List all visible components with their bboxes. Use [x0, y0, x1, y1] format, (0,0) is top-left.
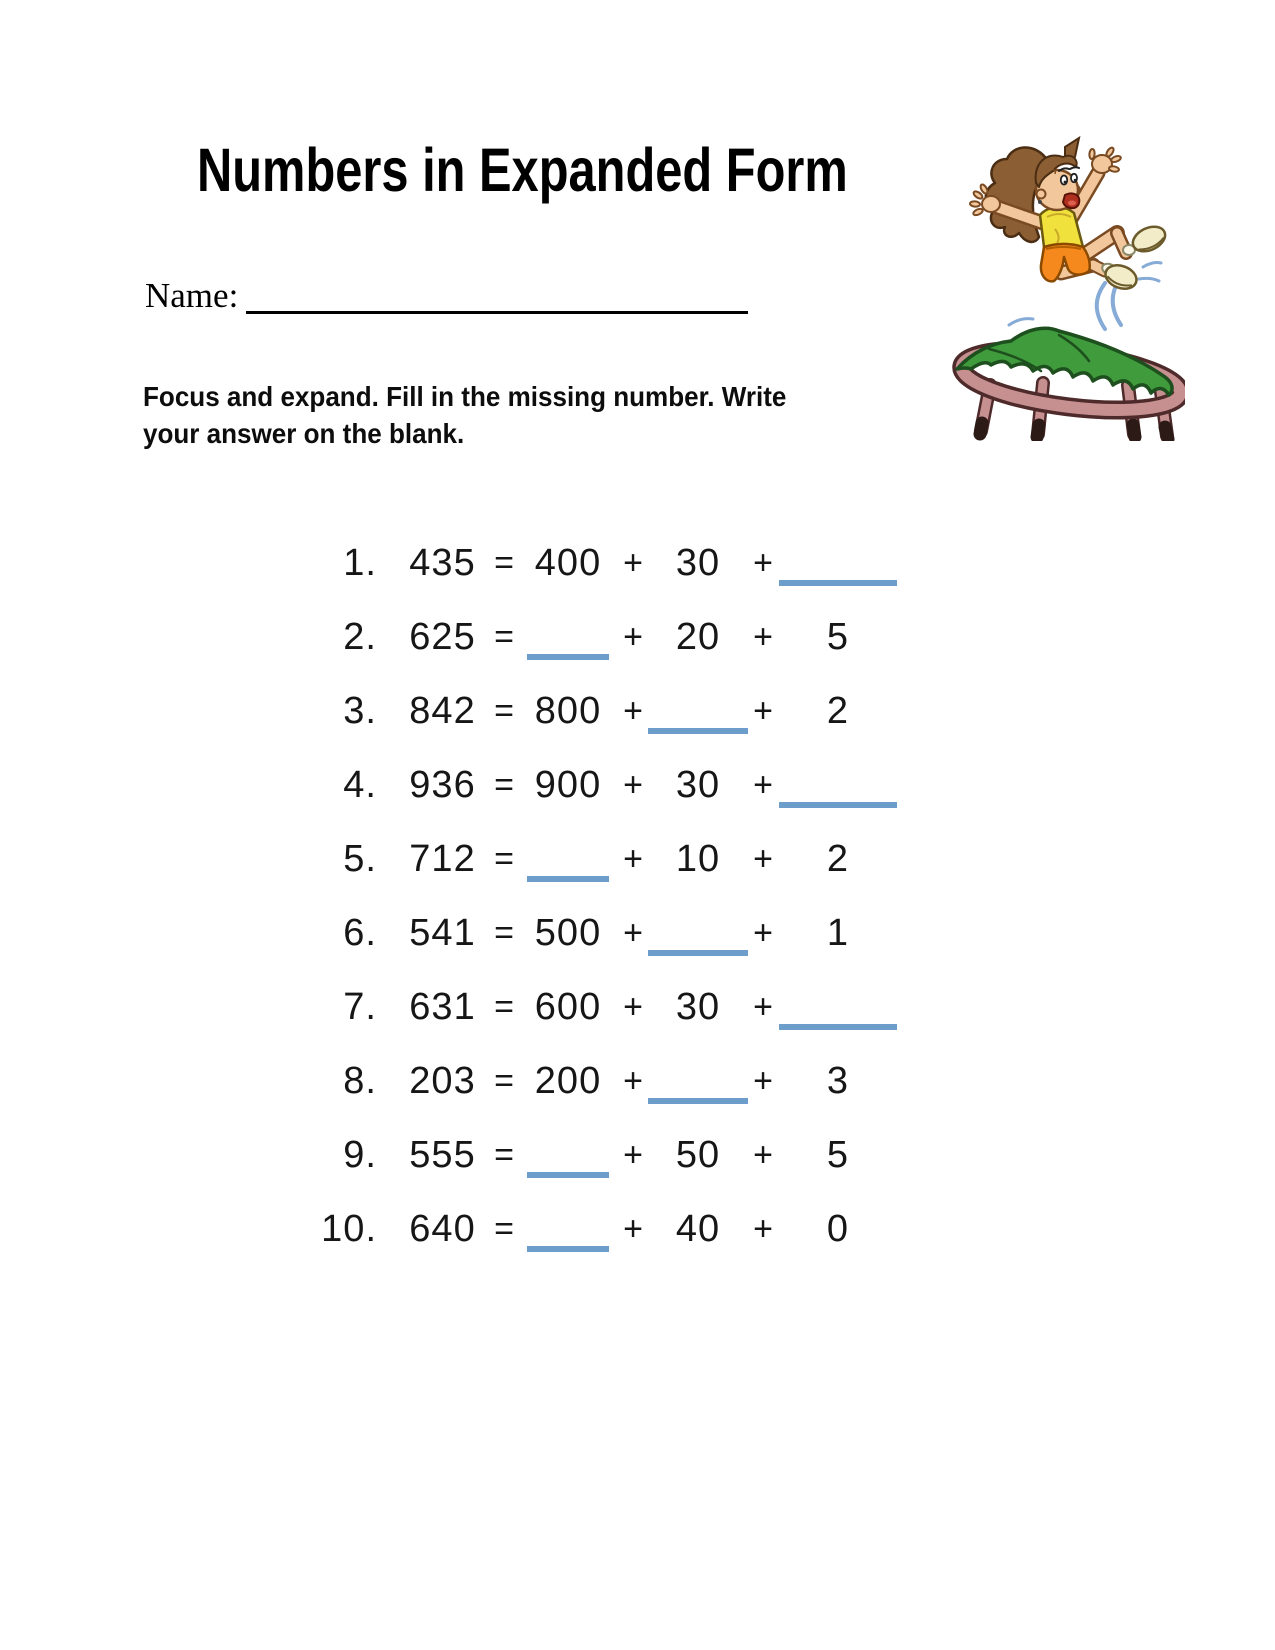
equals-sign: = [494, 987, 514, 1026]
problem-value: 203 [409, 1059, 476, 1102]
plus-sign: + [623, 617, 643, 656]
problem-number: 2. [343, 615, 377, 658]
plus-sign: + [753, 765, 773, 804]
problem-row [305, 822, 1025, 896]
equals-sign: = [494, 543, 514, 582]
name-blank-line[interactable] [246, 277, 748, 314]
plus-sign: + [623, 987, 643, 1026]
term-tens [648, 1044, 748, 1118]
term-ones: 5 [826, 615, 850, 658]
plus-sign: + [623, 1209, 643, 1248]
problem-value: 712 [409, 837, 476, 880]
problem-row [305, 970, 1025, 1044]
plus-sign: + [623, 691, 643, 730]
term-ones [778, 970, 898, 1044]
term-tens [648, 896, 748, 970]
plus-sign: + [623, 765, 643, 804]
term-hundreds: 400 [534, 541, 602, 584]
trampoline [957, 328, 1183, 439]
answer-blank[interactable] [527, 1246, 609, 1252]
problem-value: 936 [409, 763, 476, 806]
problem-value: 631 [409, 985, 476, 1028]
problem-number: 3. [343, 689, 377, 732]
term-hundreds: 900 [534, 763, 602, 806]
problem-value: 640 [409, 1207, 476, 1250]
term-tens: 30 [675, 763, 721, 806]
term-ones: 2 [826, 689, 850, 732]
problem-value: 625 [409, 615, 476, 658]
problem-value: 842 [409, 689, 476, 732]
problem-value: 541 [409, 911, 476, 954]
problem-value: 435 [409, 541, 476, 584]
answer-blank[interactable] [779, 802, 897, 808]
answer-blank[interactable] [779, 1024, 897, 1030]
term-hundreds [518, 1192, 618, 1266]
name-section [145, 276, 748, 316]
term-hundreds: 500 [534, 911, 602, 954]
plus-sign: + [753, 1061, 773, 1100]
term-ones: 2 [826, 837, 850, 880]
term-hundreds [518, 1118, 618, 1192]
plus-sign: + [623, 543, 643, 582]
equals-sign: = [494, 617, 514, 656]
plus-sign: + [623, 913, 643, 952]
term-tens: 50 [675, 1133, 721, 1176]
problem-row [305, 1044, 1025, 1118]
term-tens: 20 [675, 615, 721, 658]
term-tens: 30 [675, 541, 721, 584]
plus-sign: + [623, 1135, 643, 1174]
problem-value: 555 [409, 1133, 476, 1176]
problem-number: 10. [321, 1207, 377, 1250]
equals-sign: = [494, 1061, 514, 1100]
plus-sign: + [753, 1209, 773, 1248]
equals-sign: = [494, 691, 514, 730]
term-hundreds: 600 [534, 985, 602, 1028]
answer-blank[interactable] [648, 728, 748, 734]
plus-sign: + [753, 987, 773, 1026]
answer-blank[interactable] [527, 876, 609, 882]
problem-number: 6. [343, 911, 377, 954]
problem-number: 5. [343, 837, 377, 880]
equals-sign: = [494, 913, 514, 952]
plus-sign: + [623, 839, 643, 878]
term-tens [648, 674, 748, 748]
term-ones [778, 526, 898, 600]
plus-sign: + [753, 1135, 773, 1174]
problem-row [305, 674, 1025, 748]
equals-sign: = [494, 1135, 514, 1174]
plus-sign: + [753, 617, 773, 656]
plus-sign: + [753, 691, 773, 730]
plus-sign: + [753, 543, 773, 582]
term-hundreds [518, 822, 618, 896]
problem-row [305, 896, 1025, 970]
answer-blank[interactable] [527, 654, 609, 660]
answer-blank[interactable] [648, 950, 748, 956]
problem-row [305, 1192, 1025, 1266]
problem-row [305, 748, 1025, 822]
instructions [143, 378, 835, 452]
problems-list [305, 526, 1025, 1266]
problem-number: 7. [343, 985, 377, 1028]
girl-figure [970, 138, 1169, 293]
answer-blank[interactable] [527, 1172, 609, 1178]
term-hundreds [518, 600, 618, 674]
plus-sign: + [623, 1061, 643, 1100]
term-ones: 5 [826, 1133, 850, 1176]
page-title [197, 138, 1010, 202]
page-title-text: Numbers in Expanded Form [197, 136, 848, 204]
term-ones [778, 748, 898, 822]
problem-number: 4. [343, 763, 377, 806]
term-ones: 0 [826, 1207, 850, 1250]
plus-sign: + [753, 839, 773, 878]
term-tens: 40 [675, 1207, 721, 1250]
equals-sign: = [494, 839, 514, 878]
equals-sign: = [494, 1209, 514, 1248]
answer-blank[interactable] [779, 580, 897, 586]
answer-blank[interactable] [648, 1098, 748, 1104]
term-tens: 10 [675, 837, 721, 880]
term-hundreds: 200 [534, 1059, 602, 1102]
term-ones: 1 [826, 911, 850, 954]
term-ones: 3 [826, 1059, 850, 1102]
plus-sign: + [753, 913, 773, 952]
problem-number: 1. [343, 541, 377, 584]
girl-trampoline-clipart [893, 133, 1185, 441]
problem-row [305, 526, 1025, 600]
problem-number: 8. [343, 1059, 377, 1102]
instructions-line-1: Focus and expand. Fill in the missing number. Write [143, 381, 787, 412]
problem-row [305, 600, 1025, 674]
equals-sign: = [494, 765, 514, 804]
term-hundreds: 800 [534, 689, 602, 732]
name-label: Name: [145, 276, 239, 315]
instructions-line-2: your answer on the blank. [143, 418, 465, 449]
problem-row [305, 1118, 1025, 1192]
term-tens: 30 [675, 985, 721, 1028]
problem-number: 9. [343, 1133, 377, 1176]
